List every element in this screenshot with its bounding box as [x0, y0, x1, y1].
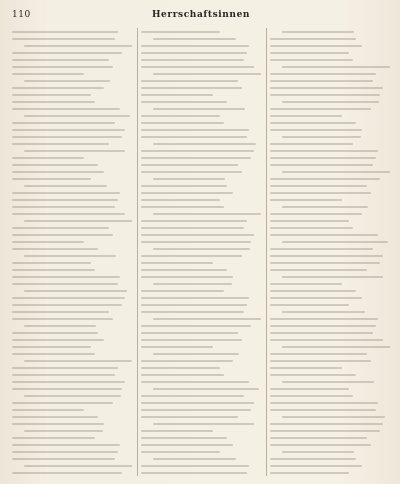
- directory-column-1: [12, 28, 132, 476]
- directory-entry: [270, 259, 390, 266]
- directory-entry: [12, 469, 132, 476]
- directory-entry: [141, 105, 261, 112]
- directory-entry: [12, 154, 132, 161]
- directory-entry: [12, 399, 132, 406]
- directory-entry: [270, 238, 390, 245]
- directory-entry: [270, 392, 390, 399]
- directory-entry: [141, 364, 261, 371]
- directory-entry: [12, 126, 132, 133]
- running-head: Herrschaftsinnen: [151, 10, 251, 20]
- directory-entry: [141, 28, 261, 35]
- directory-entry: [270, 364, 390, 371]
- directory-entry: [141, 231, 261, 238]
- directory-entry: [141, 203, 261, 210]
- directory-entry: [270, 287, 390, 294]
- directory-entry: [141, 112, 261, 119]
- directory-entry: [270, 154, 390, 161]
- directory-entry: [270, 28, 390, 35]
- directory-entry: [270, 350, 390, 357]
- directory-entry: [270, 35, 390, 42]
- directory-entry: [141, 385, 261, 392]
- directory-entry: [270, 133, 390, 140]
- directory-entry: [141, 336, 261, 343]
- page-header: [12, 10, 390, 24]
- directory-entry: [270, 266, 390, 273]
- directory-entry: [270, 245, 390, 252]
- directory-entry: [270, 406, 390, 413]
- directory-entry: [270, 420, 390, 427]
- directory-entry: [12, 420, 132, 427]
- directory-entry: [12, 56, 132, 63]
- directory-entry: [270, 329, 390, 336]
- directory-entry: [141, 280, 261, 287]
- directory-entry: [270, 427, 390, 434]
- directory-entry: [12, 70, 132, 77]
- directory-entry: [141, 77, 261, 84]
- directory-entry: [270, 224, 390, 231]
- directory-entry: [270, 56, 390, 63]
- directory-entry: [141, 259, 261, 266]
- directory-entry: [141, 350, 261, 357]
- directory-entry: [270, 105, 390, 112]
- directory-entry: [12, 315, 132, 322]
- directory-entry: [12, 413, 132, 420]
- directory-entry: [270, 448, 390, 455]
- directory-entry: [141, 140, 261, 147]
- directory-entry: [270, 231, 390, 238]
- directory-entry: [270, 203, 390, 210]
- directory-entry: [141, 329, 261, 336]
- directory-entry: [12, 252, 132, 259]
- directory-entry: [12, 259, 132, 266]
- directory-entry: [12, 91, 132, 98]
- directory-entry: [270, 161, 390, 168]
- directory-entry: [12, 168, 132, 175]
- directory-entry: [12, 140, 132, 147]
- directory-entry: [270, 280, 390, 287]
- directory-entry: [270, 147, 390, 154]
- directory-entry: [12, 350, 132, 357]
- directory-entry: [12, 406, 132, 413]
- directory-entry: [12, 196, 132, 203]
- directory-entry: [141, 469, 261, 476]
- directory-entry: [141, 413, 261, 420]
- directory-entry: [270, 112, 390, 119]
- directory-entry: [141, 294, 261, 301]
- directory-entry: [12, 112, 132, 119]
- directory-entry: [12, 371, 132, 378]
- directory-entry: [12, 434, 132, 441]
- directory-entry: [12, 147, 132, 154]
- directory-entry: [270, 210, 390, 217]
- directory-entry: [270, 462, 390, 469]
- directory-entry: [270, 455, 390, 462]
- directory-entry: [141, 84, 261, 91]
- directory-entry: [141, 371, 261, 378]
- directory-entry: [270, 84, 390, 91]
- directory-entry: [141, 196, 261, 203]
- directory-entry: [141, 357, 261, 364]
- directory-entry: [270, 294, 390, 301]
- directory-entry: [12, 462, 132, 469]
- directory-entry: [141, 210, 261, 217]
- directory-entry: [12, 294, 132, 301]
- directory-entry: [270, 189, 390, 196]
- directory-entry: [12, 357, 132, 364]
- directory-entry: [12, 175, 132, 182]
- directory-entry: [141, 273, 261, 280]
- directory-entry: [141, 322, 261, 329]
- directory-entry: [270, 49, 390, 56]
- directory-entry: [270, 322, 390, 329]
- directory-entry: [141, 217, 261, 224]
- directory-entry: [141, 175, 261, 182]
- directory-entry: [141, 434, 261, 441]
- directory-entry: [12, 280, 132, 287]
- directory-entry: [270, 434, 390, 441]
- directory-entry: [270, 378, 390, 385]
- directory-entry: [141, 427, 261, 434]
- directory-entry: [270, 252, 390, 259]
- directory-entry: [12, 224, 132, 231]
- directory-entry: [270, 168, 390, 175]
- directory-entry: [270, 126, 390, 133]
- directory-entry: [12, 336, 132, 343]
- directory-entry: [141, 315, 261, 322]
- directory-entry: [270, 42, 390, 49]
- directory-entry: [141, 56, 261, 63]
- directory-entry: [12, 287, 132, 294]
- directory-entry: [12, 385, 132, 392]
- directory-entry: [270, 399, 390, 406]
- directory-entry: [12, 455, 132, 462]
- directory-entry: [12, 245, 132, 252]
- directory-entry: [141, 245, 261, 252]
- directory-entry: [12, 182, 132, 189]
- directory-entry: [141, 287, 261, 294]
- directory-entry: [270, 301, 390, 308]
- directory-entry: [141, 133, 261, 140]
- directory-entry: [141, 35, 261, 42]
- directory-entry: [12, 343, 132, 350]
- directory-entry: [141, 441, 261, 448]
- directory-entry: [12, 392, 132, 399]
- directory-entry: [12, 63, 132, 70]
- directory-entry: [141, 154, 261, 161]
- directory-entry: [270, 273, 390, 280]
- directory-entry: [141, 63, 261, 70]
- directory-entry: [12, 231, 132, 238]
- directory-entry: [12, 161, 132, 168]
- directory-entry: [12, 273, 132, 280]
- directory-entry: [12, 84, 132, 91]
- directory-entry: [12, 378, 132, 385]
- directory-entry: [270, 140, 390, 147]
- directory-entry: [12, 238, 132, 245]
- directory-entry: [270, 385, 390, 392]
- directory-entry: [270, 357, 390, 364]
- directory-entry: [141, 42, 261, 49]
- directory-entry: [12, 42, 132, 49]
- directory-entry: [270, 343, 390, 350]
- directory-entry: [270, 175, 390, 182]
- directory-entry: [270, 413, 390, 420]
- directory-column-3: [266, 28, 390, 476]
- directory-entry: [141, 420, 261, 427]
- directory-entry: [270, 315, 390, 322]
- directory-entry: [141, 189, 261, 196]
- directory-entry: [141, 343, 261, 350]
- directory-entry: [12, 49, 132, 56]
- directory-entry: [141, 98, 261, 105]
- directory-entry: [270, 119, 390, 126]
- directory-column-2: [137, 28, 261, 476]
- directory-entry: [270, 63, 390, 70]
- directory-entry: [141, 392, 261, 399]
- directory-entry: [12, 105, 132, 112]
- directory-entry: [12, 308, 132, 315]
- directory-entry: [141, 378, 261, 385]
- directory-entry: [141, 126, 261, 133]
- directory-entry: [141, 406, 261, 413]
- directory-entry: [12, 28, 132, 35]
- directory-entry: [12, 35, 132, 42]
- directory-entry: [141, 161, 261, 168]
- directory-entry: [12, 329, 132, 336]
- directory-entry: [12, 203, 132, 210]
- directory-entry: [141, 168, 261, 175]
- directory-entry: [12, 77, 132, 84]
- directory-entry: [270, 336, 390, 343]
- directory-entry: [12, 364, 132, 371]
- directory-entry: [141, 455, 261, 462]
- directory-entry: [12, 266, 132, 273]
- directory-entry: [12, 133, 132, 140]
- directory-entry: [12, 98, 132, 105]
- directory-entry: [141, 224, 261, 231]
- directory-entry: [12, 189, 132, 196]
- directory-entry: [141, 301, 261, 308]
- directory-entry: [270, 469, 390, 476]
- directory-entry: [141, 49, 261, 56]
- directory-entry: [270, 98, 390, 105]
- directory-entry: [141, 119, 261, 126]
- directory-entry: [141, 182, 261, 189]
- directory-entry: [12, 301, 132, 308]
- directory-entry: [12, 217, 132, 224]
- directory-entry: [141, 91, 261, 98]
- directory-entry: [12, 322, 132, 329]
- directory-entry: [141, 308, 261, 315]
- directory-entry: [270, 77, 390, 84]
- directory-entry: [270, 441, 390, 448]
- directory-entry: [270, 196, 390, 203]
- directory-entry: [12, 448, 132, 455]
- directory-entry: [270, 91, 390, 98]
- directory-entry: [141, 399, 261, 406]
- directory-entry: [12, 210, 132, 217]
- directory-entry: [12, 119, 132, 126]
- page-number: 110: [12, 10, 31, 20]
- directory-entry: [141, 238, 261, 245]
- directory-entry: [141, 462, 261, 469]
- directory-entry: [141, 448, 261, 455]
- directory-entry: [270, 70, 390, 77]
- directory-entry: [141, 252, 261, 259]
- directory-entry: [270, 182, 390, 189]
- directory-entry: [12, 441, 132, 448]
- directory-entry: [141, 70, 261, 77]
- directory-entry: [270, 371, 390, 378]
- directory-columns: [12, 28, 390, 476]
- directory-entry: [141, 147, 261, 154]
- directory-entry: [12, 427, 132, 434]
- directory-entry: [141, 266, 261, 273]
- directory-entry: [270, 217, 390, 224]
- directory-entry: [270, 308, 390, 315]
